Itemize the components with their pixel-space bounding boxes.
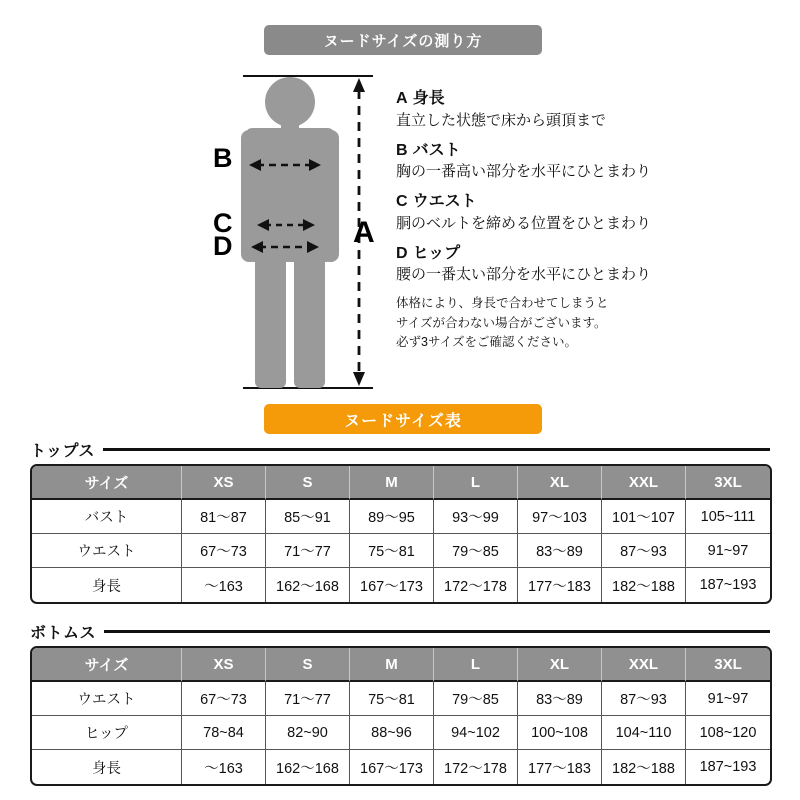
tops-header-cell: サイズ xyxy=(32,466,182,500)
table-cell: 71〜77 xyxy=(266,682,350,716)
bottoms-header-cell: S xyxy=(266,648,350,682)
table-cell: 75〜81 xyxy=(350,534,434,568)
bottoms-size-table xyxy=(30,646,772,786)
description-text-b: 胸の一番高い部分を水平にひとまわり xyxy=(396,163,652,181)
marker-label-c: C xyxy=(213,208,233,238)
row-label: ウエスト xyxy=(32,682,182,716)
table-cell: 〜163 xyxy=(182,750,266,784)
table-cell: 182〜188 xyxy=(602,568,686,602)
description-name-c: ウエスト xyxy=(412,193,477,211)
row-label: 身長 xyxy=(32,750,182,784)
size-chart-banner: ヌードサイズ表 xyxy=(264,404,542,434)
table-cell: 88~96 xyxy=(350,716,434,750)
description-letter-a: A xyxy=(396,90,408,107)
description-text-a: 直立した状態で床から頭頂まで xyxy=(396,111,607,129)
measurement-descriptions xyxy=(396,88,726,353)
table-cell: 75〜81 xyxy=(350,682,434,716)
description-term-c xyxy=(396,191,726,213)
bottoms-header-cell: XS xyxy=(182,648,266,682)
tops-header-cell: S xyxy=(266,466,350,500)
description-item-c xyxy=(396,191,726,234)
table-row xyxy=(32,750,770,784)
note-line-3: 必ず3サイズをご確認ください。 xyxy=(396,335,577,350)
note-line-1: 体格により、身長で合わせてしまうと xyxy=(396,296,609,311)
tops-header-cell: XXL xyxy=(602,466,686,500)
tops-size-table xyxy=(30,464,772,604)
table-cell: 101〜107 xyxy=(602,500,686,534)
table-cell: 67〜73 xyxy=(182,534,266,568)
bottoms-header-cell: 3XL xyxy=(686,648,770,682)
table-row xyxy=(32,682,770,716)
table-row xyxy=(32,534,770,568)
table-cell: 187~193 xyxy=(699,577,757,593)
row-label: バスト xyxy=(32,500,182,534)
tops-header-row xyxy=(32,466,770,500)
description-term-b xyxy=(396,140,726,162)
table-cell: 78~84 xyxy=(182,716,266,750)
note-line-2: サイズが合わない場合がございます。 xyxy=(396,315,607,330)
description-item-d xyxy=(396,243,726,286)
bottoms-section-head xyxy=(30,620,770,642)
tops-section-rule xyxy=(103,448,770,451)
table-cell: 162〜168 xyxy=(266,568,350,602)
bottoms-header-row xyxy=(32,648,770,682)
marker-label-a: A xyxy=(353,216,375,249)
table-cell: 97〜103 xyxy=(518,500,602,534)
table-row xyxy=(32,716,770,750)
table-cell: 167〜173 xyxy=(350,568,434,602)
marker-label-b: B xyxy=(213,143,233,173)
tops-header-cell: M xyxy=(350,466,434,500)
description-term-d xyxy=(396,243,726,265)
bottoms-header-cell: XXL xyxy=(602,648,686,682)
table-cell: 167〜173 xyxy=(350,750,434,784)
table-cell: 81〜87 xyxy=(182,500,266,534)
table-cell: 104~110 xyxy=(602,716,686,750)
description-term-a xyxy=(396,88,726,110)
tops-header-cell: XL xyxy=(518,466,602,500)
description-letter-c: C xyxy=(396,193,408,211)
tops-header-cell: L xyxy=(434,466,518,500)
table-cell: 79〜85 xyxy=(434,682,518,716)
table-cell: 162〜168 xyxy=(266,750,350,784)
description-item-b xyxy=(396,140,726,183)
table-row xyxy=(32,568,770,602)
description-text-d: 腰の一番太い部分を水平にひとまわり xyxy=(396,266,652,284)
table-row xyxy=(32,500,770,534)
tops-section-head xyxy=(30,438,770,460)
table-cell: 105~111 xyxy=(686,500,770,534)
table-cell: 82~90 xyxy=(266,716,350,750)
tops-header-cell: XS xyxy=(182,466,266,500)
description-letter-b: B xyxy=(396,141,408,159)
description-name-b: バスト xyxy=(412,141,461,159)
description-text-c: 胴のベルトを締める位置をひとまわり xyxy=(396,214,652,232)
table-cell: 83〜89 xyxy=(518,534,602,568)
table-cell: 79〜85 xyxy=(434,534,518,568)
bottoms-section xyxy=(30,620,770,786)
marker-label-d: D xyxy=(213,231,233,261)
bottoms-section-title: ボトムス xyxy=(30,624,97,642)
table-cell: 87〜93 xyxy=(602,534,686,568)
bottoms-header-cell: L xyxy=(434,648,518,682)
tops-section xyxy=(30,438,770,604)
table-cell: 87〜93 xyxy=(602,682,686,716)
description-name-a: 身長 xyxy=(412,90,445,107)
table-cell: 91~97 xyxy=(686,682,770,716)
description-item-a xyxy=(396,88,726,131)
table-cell: 187~193 xyxy=(699,759,757,775)
table-cell: 91~97 xyxy=(686,534,770,568)
bottoms-section-rule xyxy=(104,630,770,633)
table-cell: 〜163 xyxy=(182,568,266,602)
table-cell: 89〜95 xyxy=(350,500,434,534)
size-notes xyxy=(396,294,726,352)
bottoms-header-cell: サイズ xyxy=(32,648,182,682)
table-cell: 108~120 xyxy=(686,716,770,750)
table-cell: 71〜77 xyxy=(266,534,350,568)
table-cell: 172〜178 xyxy=(434,568,518,602)
bottoms-header-cell: M xyxy=(350,648,434,682)
table-cell: 182〜188 xyxy=(602,750,686,784)
description-name-d: ヒップ xyxy=(412,244,461,262)
bottoms-header-cell: XL xyxy=(518,648,602,682)
tops-header-cell: 3XL xyxy=(686,466,770,500)
silhouette-body xyxy=(241,77,339,388)
row-label: ヒップ xyxy=(32,716,182,750)
how-to-measure-banner: ヌードサイズの測り方 xyxy=(264,25,542,55)
table-cell: 177〜183 xyxy=(518,750,602,784)
description-letter-d: D xyxy=(396,244,408,262)
table-cell: 100~108 xyxy=(518,716,602,750)
table-cell: 85〜91 xyxy=(266,500,350,534)
row-label: 身長 xyxy=(32,568,182,602)
table-cell: 172〜178 xyxy=(434,750,518,784)
table-cell: 67〜73 xyxy=(182,682,266,716)
table-cell: 93〜99 xyxy=(434,500,518,534)
table-cell: 177〜183 xyxy=(518,568,602,602)
row-label: ウエスト xyxy=(32,534,182,568)
table-cell: 94~102 xyxy=(434,716,518,750)
table-cell: 83〜89 xyxy=(518,682,602,716)
tops-section-title: トップス xyxy=(30,442,95,460)
